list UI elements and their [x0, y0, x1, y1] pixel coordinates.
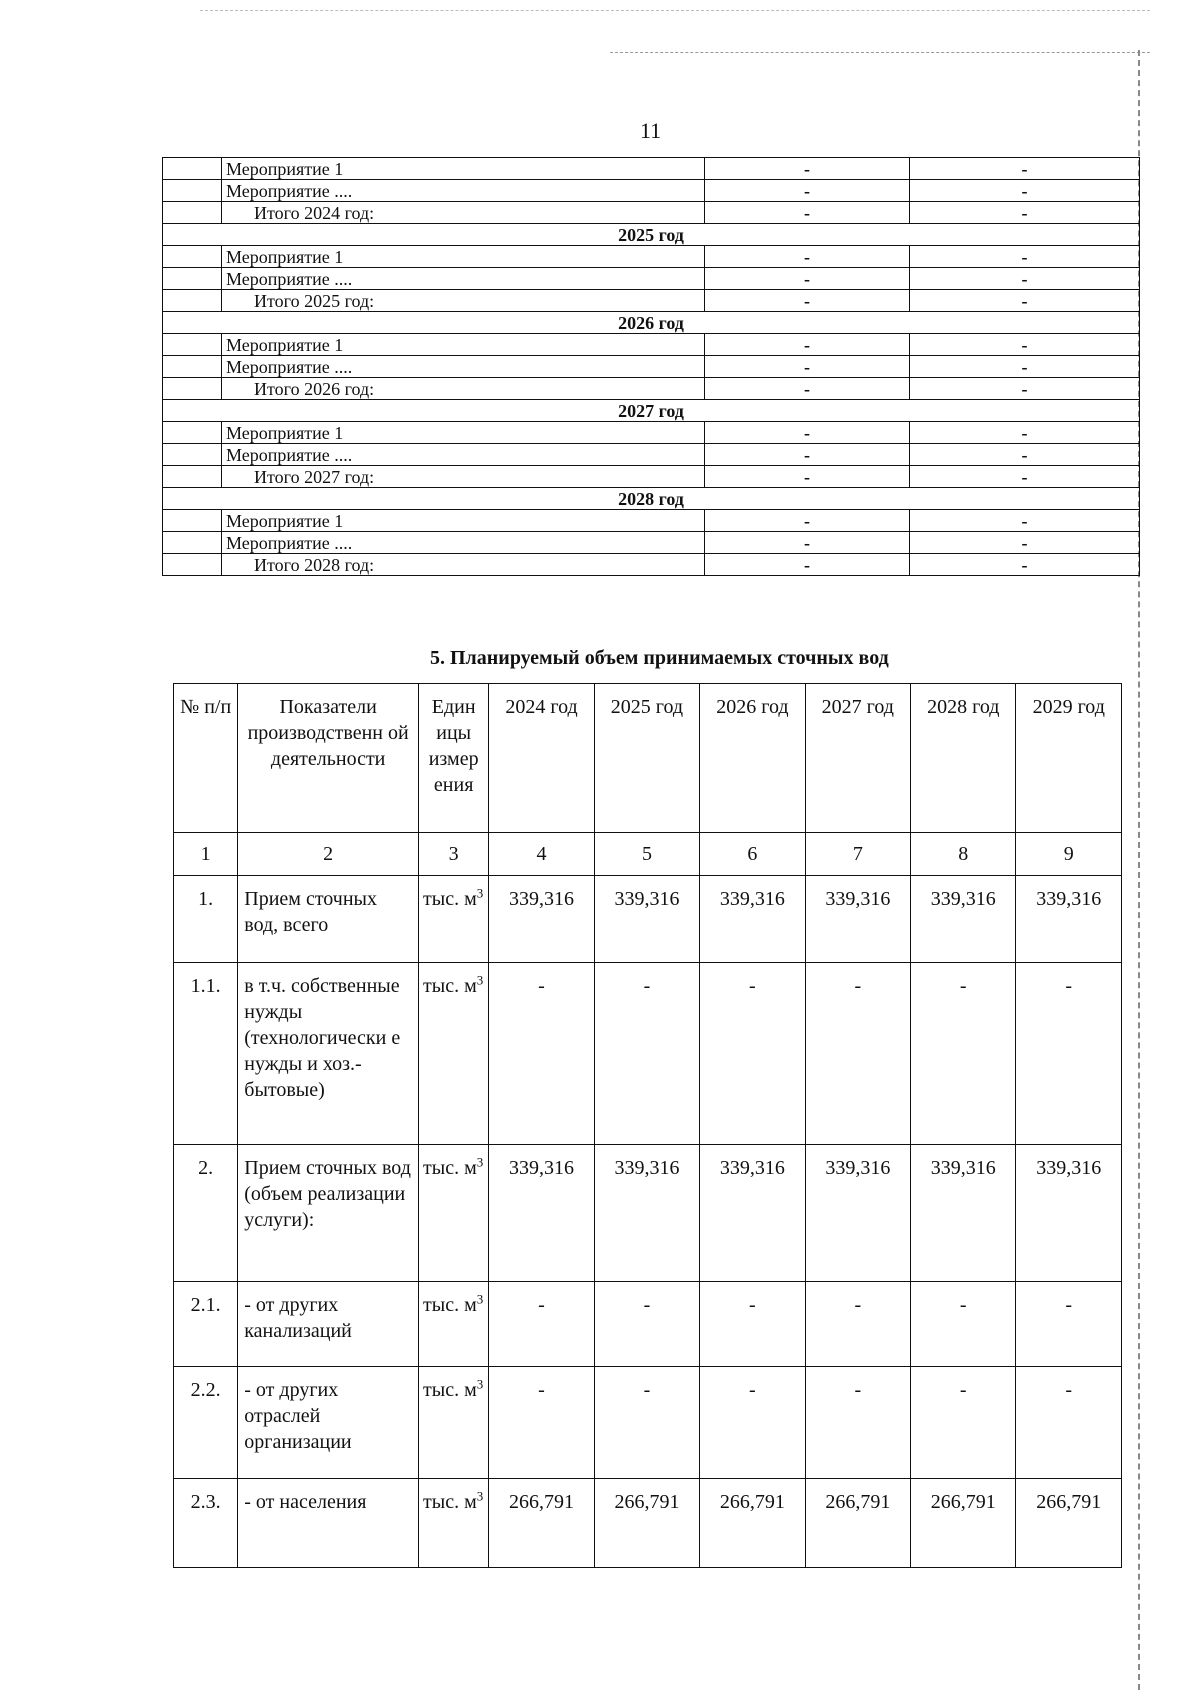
table-row [163, 268, 1140, 290]
activities-table [162, 157, 1140, 576]
header-num: № п/п [174, 684, 238, 833]
column-number: 5 [594, 833, 699, 876]
value-cell: 339,316 [911, 876, 1016, 963]
unit-cell [419, 1145, 489, 1282]
activity-value: - [910, 422, 1140, 444]
unit-power: 3 [476, 1376, 484, 1392]
column-number: 7 [805, 833, 910, 876]
value-cell: - [700, 1367, 805, 1479]
value-cell: - [700, 1282, 805, 1367]
column-number: 1 [174, 833, 238, 876]
table-row [174, 963, 1122, 1145]
value-cell: - [805, 963, 910, 1145]
value-cell: 339,316 [1016, 1145, 1122, 1282]
activity-value: - [910, 334, 1140, 356]
value-cell: - [489, 1367, 594, 1479]
activity-label: Мероприятие 1 [222, 422, 705, 444]
row-number: 2. [174, 1145, 238, 1282]
activity-value: - [705, 246, 910, 268]
table-row [163, 532, 1140, 554]
indicator-label: - от населения [238, 1479, 419, 1568]
header-indicator: Показатели производственн ой деятельности [238, 684, 419, 833]
value-cell: 266,791 [1016, 1479, 1122, 1568]
activity-value: - [705, 422, 910, 444]
table-row [163, 466, 1140, 488]
value-cell: - [1016, 963, 1122, 1145]
activity-value: - [910, 554, 1140, 576]
column-number: 8 [911, 833, 1016, 876]
table-row [163, 356, 1140, 378]
unit-cell [419, 876, 489, 963]
column-number-row [174, 833, 1122, 876]
total-label: Итого 2027 год: [222, 466, 705, 488]
header-year: 2027 год [805, 684, 910, 833]
value-cell: 266,791 [594, 1479, 699, 1568]
unit-text: тыс. м [423, 1294, 477, 1316]
year-row [163, 488, 1140, 510]
value-cell: - [700, 963, 805, 1145]
value-cell: - [805, 1282, 910, 1367]
activity-value: - [910, 466, 1140, 488]
value-cell: 339,316 [700, 876, 805, 963]
table-row [163, 158, 1140, 180]
value-cell: - [1016, 1367, 1122, 1479]
table-row [163, 554, 1140, 576]
value-cell: - [911, 1282, 1016, 1367]
column-number: 3 [419, 833, 489, 876]
activity-value: - [705, 378, 910, 400]
value-cell: - [1016, 1282, 1122, 1367]
row-number: 2.3. [174, 1479, 238, 1568]
unit-cell [419, 1282, 489, 1367]
table-row [163, 422, 1140, 444]
activity-label: Мероприятие 1 [222, 158, 705, 180]
table-row [163, 246, 1140, 268]
header-year: 2029 год [1016, 684, 1122, 833]
value-cell: - [594, 1282, 699, 1367]
column-number: 4 [489, 833, 594, 876]
value-cell: 339,316 [489, 876, 594, 963]
activity-value: - [705, 180, 910, 202]
header-row [174, 684, 1122, 833]
value-cell: 339,316 [1016, 876, 1122, 963]
year-row [163, 312, 1140, 334]
table-row [174, 876, 1122, 963]
indicator-label: Прием сточных вод, всего [238, 876, 419, 963]
value-cell: - [594, 963, 699, 1145]
activity-label: Мероприятие .... [222, 268, 705, 290]
year-row [163, 224, 1140, 246]
activity-value: - [910, 356, 1140, 378]
activity-value: - [705, 158, 910, 180]
value-cell: - [911, 963, 1016, 1145]
wastewater-volume-table [173, 683, 1122, 1568]
activity-value: - [705, 554, 910, 576]
indicator-label: Прием сточных вод (объем реализации услуги): [238, 1145, 419, 1282]
value-cell: 339,316 [805, 876, 910, 963]
activity-value: - [705, 466, 910, 488]
activity-value: - [910, 268, 1140, 290]
scan-artifact-top-2 [610, 52, 1150, 53]
value-cell: 266,791 [911, 1479, 1016, 1568]
row-number: 1.1. [174, 963, 238, 1145]
value-cell: 266,791 [805, 1479, 910, 1568]
activity-label: Мероприятие .... [222, 532, 705, 554]
activity-value: - [705, 334, 910, 356]
section-title: 5. Планируемый объем принимаемых сточных вод [430, 647, 889, 669]
indicator-label: - от других канализаций [238, 1282, 419, 1367]
table-row [163, 510, 1140, 532]
activity-value: - [910, 180, 1140, 202]
value-cell: 339,316 [594, 1145, 699, 1282]
total-label: Итого 2024 год: [222, 202, 705, 224]
table-row [163, 290, 1140, 312]
value-cell: - [594, 1367, 699, 1479]
table-row [163, 180, 1140, 202]
table-row [163, 378, 1140, 400]
activity-label: Мероприятие .... [222, 444, 705, 466]
activity-value: - [705, 356, 910, 378]
value-cell: 339,316 [805, 1145, 910, 1282]
year-heading: 2025 год [163, 224, 1140, 246]
value-cell: 266,791 [489, 1479, 594, 1568]
activity-value: - [910, 202, 1140, 224]
total-label: Итого 2025 год: [222, 290, 705, 312]
unit-power: 3 [476, 972, 484, 988]
activity-value: - [705, 202, 910, 224]
activity-value: - [910, 158, 1140, 180]
table-row [163, 444, 1140, 466]
activity-value: - [705, 268, 910, 290]
row-number: 2.1. [174, 1282, 238, 1367]
scan-artifact-top [200, 10, 1150, 11]
activity-label: Мероприятие 1 [222, 246, 705, 268]
year-heading: 2027 год [163, 400, 1140, 422]
activity-value: - [910, 378, 1140, 400]
row-number: 1. [174, 876, 238, 963]
table-row [174, 1145, 1122, 1282]
unit-text: тыс. м [423, 888, 477, 910]
header-year: 2028 год [911, 684, 1016, 833]
table-row [174, 1367, 1122, 1479]
header-unit: Един ицы измер ения [419, 684, 489, 833]
value-cell: - [911, 1367, 1016, 1479]
unit-text: тыс. м [423, 975, 477, 997]
value-cell: 339,316 [700, 1145, 805, 1282]
unit-power: 3 [476, 1488, 484, 1504]
activity-label: Мероприятие 1 [222, 334, 705, 356]
activity-value: - [705, 510, 910, 532]
table-row [174, 1479, 1122, 1568]
table-row [163, 334, 1140, 356]
column-number: 6 [700, 833, 805, 876]
header-year: 2026 год [700, 684, 805, 833]
unit-power: 3 [476, 885, 484, 901]
value-cell: - [489, 963, 594, 1145]
value-cell: 266,791 [700, 1479, 805, 1568]
unit-cell [419, 1367, 489, 1479]
header-year: 2025 год [594, 684, 699, 833]
unit-cell [419, 1479, 489, 1568]
table-row [174, 1282, 1122, 1367]
unit-text: тыс. м [423, 1491, 477, 1513]
activity-value: - [910, 246, 1140, 268]
unit-text: тыс. м [423, 1157, 477, 1179]
activity-value: - [910, 532, 1140, 554]
indicator-label: - от других отраслей организации [238, 1367, 419, 1479]
header-year: 2024 год [489, 684, 594, 833]
value-cell: - [805, 1367, 910, 1479]
value-cell: 339,316 [594, 876, 699, 963]
activity-value: - [705, 532, 910, 554]
value-cell: 339,316 [911, 1145, 1016, 1282]
table-row [163, 202, 1140, 224]
year-heading: 2026 год [163, 312, 1140, 334]
value-cell: - [489, 1282, 594, 1367]
activity-value: - [910, 290, 1140, 312]
unit-power: 3 [476, 1291, 484, 1307]
activity-label: Мероприятие .... [222, 356, 705, 378]
activity-label: Мероприятие .... [222, 180, 705, 202]
page-number: 11 [640, 118, 662, 143]
activity-value: - [910, 444, 1140, 466]
total-label: Итого 2026 год: [222, 378, 705, 400]
unit-power: 3 [476, 1154, 484, 1170]
year-row [163, 400, 1140, 422]
value-cell: 339,316 [489, 1145, 594, 1282]
column-number: 9 [1016, 833, 1122, 876]
activity-label: Мероприятие 1 [222, 510, 705, 532]
total-label: Итого 2028 год: [222, 554, 705, 576]
activity-value: - [910, 510, 1140, 532]
year-heading: 2028 год [163, 488, 1140, 510]
column-number: 2 [238, 833, 419, 876]
activity-value: - [705, 444, 910, 466]
indicator-label: в т.ч. собственные нужды (технологически е нужды и хоз.-бытовые) [238, 963, 419, 1145]
activity-value: - [705, 290, 910, 312]
row-number: 2.2. [174, 1367, 238, 1479]
unit-text: тыс. м [423, 1379, 477, 1401]
unit-cell [419, 963, 489, 1145]
data-rows [174, 876, 1122, 1568]
